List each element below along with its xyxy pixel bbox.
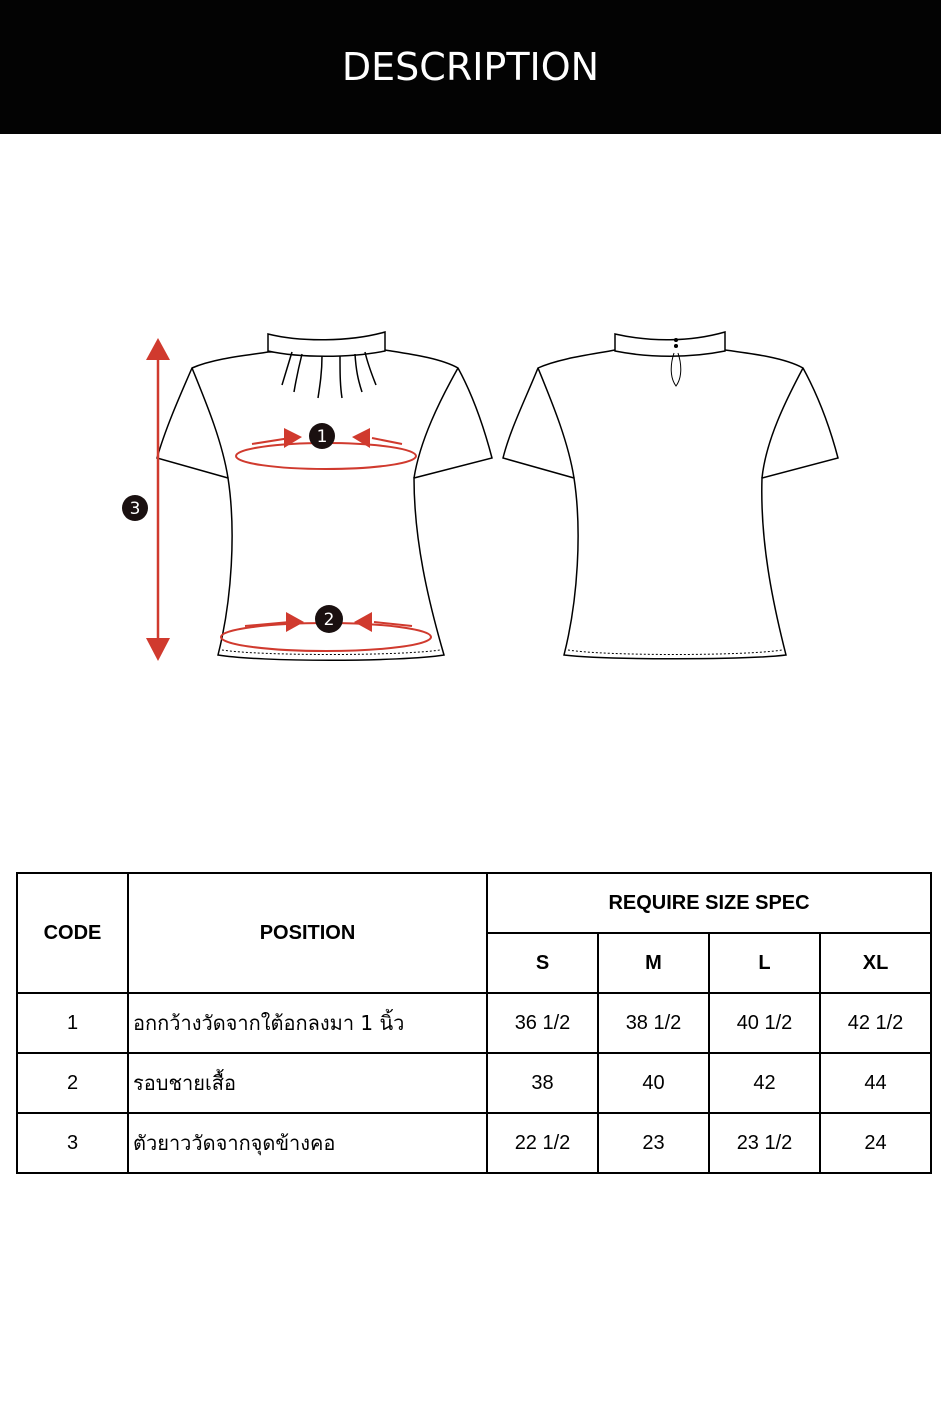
row-code: 2 xyxy=(17,1053,128,1113)
row-value-l: 42 xyxy=(709,1053,820,1113)
table-row xyxy=(17,1113,931,1173)
header-size-xl: XL xyxy=(820,933,931,993)
header-position: POSITION xyxy=(128,873,487,993)
table-row xyxy=(17,1053,931,1113)
row-position: รอบชายเสื้อ xyxy=(128,1053,487,1113)
row-position: อกกว้างวัดจากใต้อกลงมา 1 นิ้ว xyxy=(128,993,487,1053)
row-code: 3 xyxy=(17,1113,128,1173)
header-size-spec: REQUIRE SIZE SPEC xyxy=(487,873,931,933)
garment-diagram xyxy=(0,300,941,700)
row-value-s: 36 1/2 xyxy=(487,993,598,1053)
row-value-s: 38 xyxy=(487,1053,598,1113)
table-row xyxy=(17,993,931,1053)
row-code: 1 xyxy=(17,993,128,1053)
page-title: DESCRIPTION xyxy=(341,45,600,89)
header-bar xyxy=(0,0,941,134)
marker-3-label: 3 xyxy=(129,499,141,519)
back-shirt xyxy=(503,332,838,659)
size-spec-table xyxy=(16,872,932,1174)
header-size-s: S xyxy=(487,933,598,993)
row-value-m: 40 xyxy=(598,1053,709,1113)
row-value-l: 23 1/2 xyxy=(709,1113,820,1173)
marker-2-label: 2 xyxy=(323,610,335,630)
row-value-s: 22 1/2 xyxy=(487,1113,598,1173)
row-position: ตัวยาววัดจากจุดข้างคอ xyxy=(128,1113,487,1173)
row-value-m: 38 1/2 xyxy=(598,993,709,1053)
header-size-l: L xyxy=(709,933,820,993)
row-value-xl: 44 xyxy=(820,1053,931,1113)
row-value-m: 23 xyxy=(598,1113,709,1173)
arrow-up-icon xyxy=(146,338,170,360)
row-value-xl: 24 xyxy=(820,1113,931,1173)
row-value-xl: 42 1/2 xyxy=(820,993,931,1053)
header-size-m: M xyxy=(598,933,709,993)
arrow-down-icon xyxy=(146,638,170,661)
marker-1-label: 1 xyxy=(316,427,328,447)
header-code: CODE xyxy=(17,873,128,993)
row-value-l: 40 1/2 xyxy=(709,993,820,1053)
